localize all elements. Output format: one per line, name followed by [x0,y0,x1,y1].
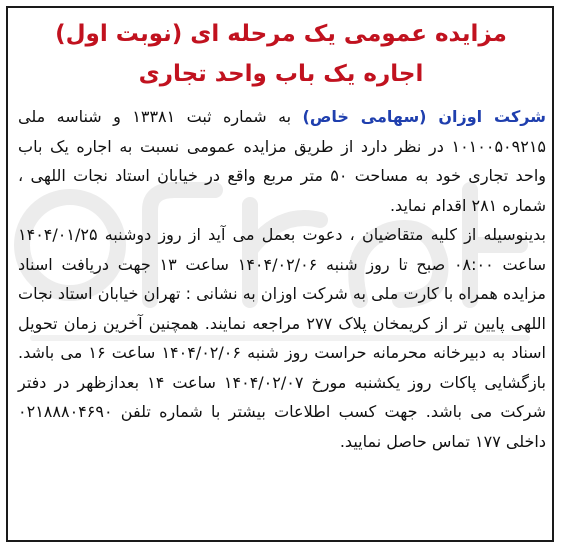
notice-header [0,14,562,94]
notice-body [18,102,546,456]
intro-text: به شماره ثبت ۱۳۳۸۱ و شناسه ملی ۱۰۱۰۰۵۰۹۲۱۵ در نظر دارد از طریق مزایده عمومی نسبت به اجاره یک باب واحد تجاری خود به مساحت ۵۰ متر مربع واقع در خیابان استاد نجات اللهی ، شماره ۲۸۱ اقدام نماید. [18,107,546,215]
notice-paragraph-intro [18,102,546,220]
company-name: شرکت اوزان (سهامی خاص) [302,107,546,126]
notice-title: مزایده عمومی یک مرحله ای (نوبت اول) [55,21,507,47]
notice-subtitle: اجاره یک باب واحد تجاری [138,61,424,87]
notice-paragraph-details: بدینوسیله از کلیه متقاضیان ، دعوت بعمل می آید از روز دوشنبه ۱۴۰۴/۰۱/۲۵ ساعت ۰۸:۰۰ صبح تا روز شنبه ۱۴۰۴/۰۲/۰۶ ساعت ۱۳ جهت دریافت اسناد مزایده همراه با کارت ملی به شرکت اوزان به نشانی : تهران خیابان استاد نجات اللهی پایین تر از کریمخان پلاک ۲۷۷ مراجعه نمایند. همچنین آخرین زمان تحویل اسناد به دبیرخانه محرمانه حراست روز شنبه ۱۴۰۴/۰۲/۰۶ ساعت ۱۶ می باشد. بازگشایی پاکات روز یکشنبه مورخ ۱۴۰۴/۰۲/۰۷ ساعت ۱۴ بعدازظهر در دفتر شرکت می باشد. جهت کسب اطلاعات بیشتر با شماره تلفن ۰۲۱۸۸۸۰۴۶۹۰ داخلی ۱۷۷ تماس حاصل نمایید. [18,225,547,451]
